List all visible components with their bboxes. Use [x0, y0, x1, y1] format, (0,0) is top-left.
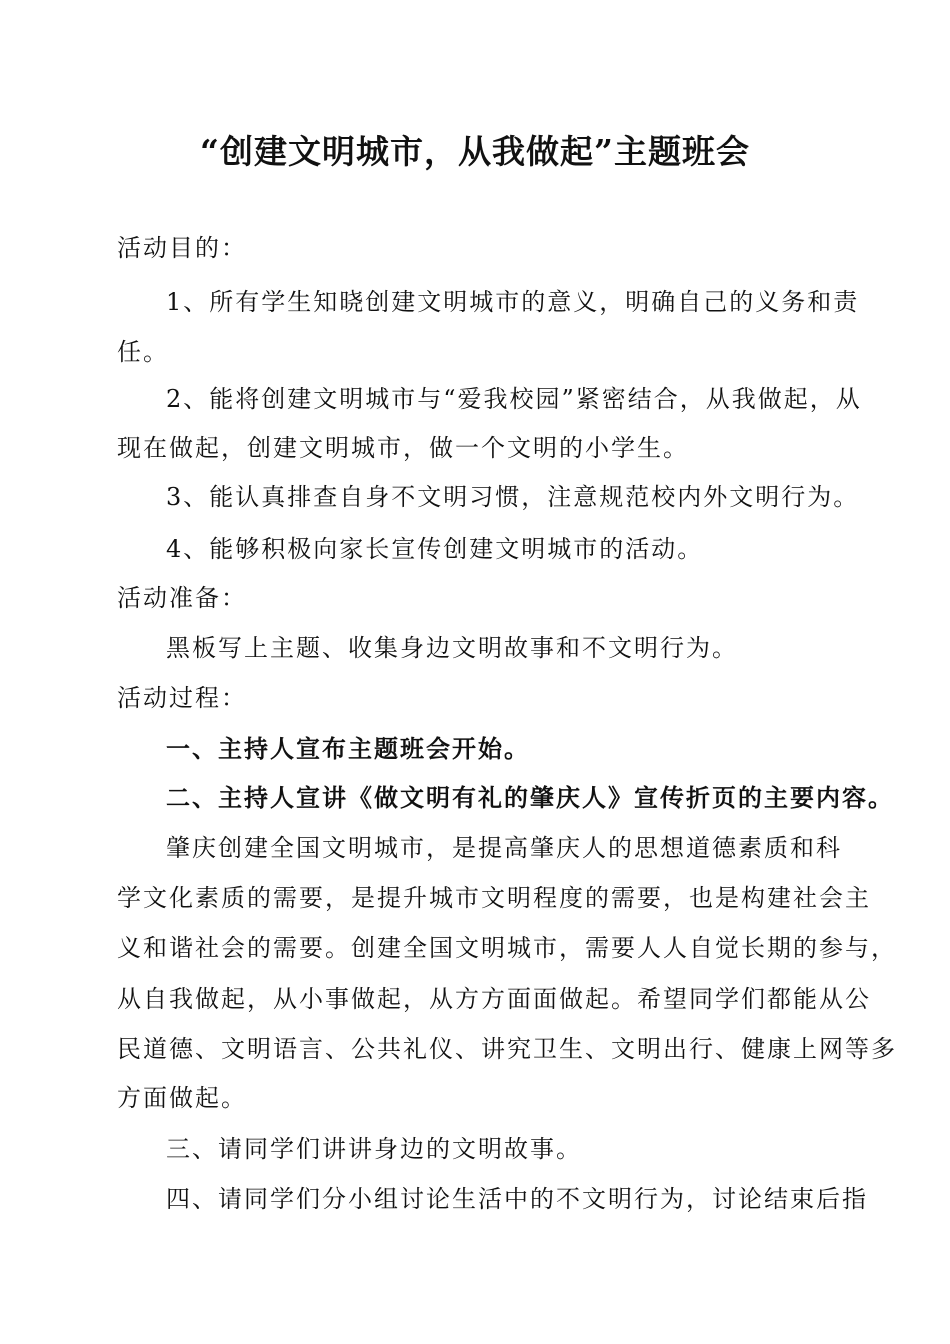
- process-step-2: 二、主持人宣讲《做文明有礼的肇庆人》宣传折页的主要内容。: [166, 783, 894, 812]
- paragraph-line: 义和谐社会的需要。创建全国文明城市，需要人人自觉长期的参与，: [117, 934, 897, 962]
- heading-activity-process: 活动过程：: [117, 684, 247, 712]
- process-step-1: 一、主持人宣布主题班会开始。: [166, 734, 530, 763]
- paragraph-line: 方面做起。: [117, 1084, 247, 1112]
- paragraph-line: 民道德、文明语言、公共礼仪、讲究卫生、文明出行、健康上网等多: [117, 1035, 897, 1063]
- goal-item-1-cont: 任。: [117, 338, 169, 366]
- goal-item-4: 4、能够积极向家长宣传创建文明城市的活动。: [166, 535, 704, 563]
- paragraph-line: 学文化素质的需要，是提升城市文明程度的需要，也是构建社会主: [117, 884, 871, 912]
- document-title: “创建文明城市，从我做起”主题班会: [200, 132, 750, 171]
- goal-item-2: 2、能将创建文明城市与“爱我校园”紧密结合，从我做起，从: [166, 385, 862, 413]
- paragraph-line: 肇庆创建全国文明城市，是提高肇庆人的思想道德素质和科: [166, 834, 842, 862]
- goal-item-2-cont: 现在做起，创建文明城市，做一个文明的小学生。: [117, 434, 689, 462]
- process-step-3: 三、请同学们讲讲身边的文明故事。: [166, 1135, 582, 1163]
- heading-activity-goal: 活动目的：: [117, 234, 247, 262]
- goal-item-3: 3、能认真排查自身不文明习惯，注意规范校内外文明行为。: [166, 483, 860, 511]
- prep-paragraph: 黑板写上主题、收集身边文明故事和不文明行为。: [166, 634, 738, 662]
- paragraph-line: 从自我做起，从小事做起，从方方面面做起。希望同学们都能从公: [117, 985, 871, 1013]
- goal-item-1: 1、所有学生知晓创建文明城市的意义，明确自己的义务和责: [166, 288, 860, 316]
- heading-activity-prep: 活动准备：: [117, 584, 247, 612]
- process-step-4: 四、请同学们分小组讨论生活中的不文明行为，讨论结束后指: [166, 1185, 868, 1213]
